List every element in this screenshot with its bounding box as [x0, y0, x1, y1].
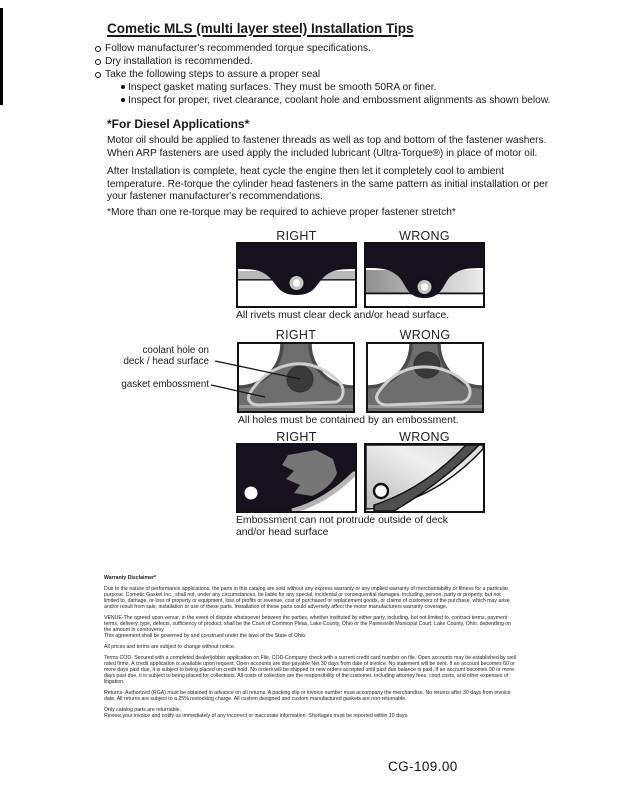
hollow-bullet-icon — [95, 59, 101, 65]
diagram-embossment-wrong — [366, 342, 484, 413]
tip-bullet-1 — [95, 43, 371, 55]
legal-heading: Warranty Disclaimer* — [104, 575, 156, 581]
row2-wrong-label: WRONG — [399, 328, 451, 342]
diagram-rivet-wrong — [364, 242, 485, 308]
tip-sub-bullet-2-text: Inspect for proper, rivet clearance, coolant hole and embossment alignments as shown below. — [128, 95, 551, 106]
page-title: Cometic MLS (multi layer steel) Installation Tips — [107, 21, 414, 36]
legal-paragraph: This agreement shall be governed by and construed under the laws of the State of Ohio. — [104, 633, 307, 639]
hollow-bullet-icon — [95, 72, 101, 78]
diagram-protrusion-wrong — [364, 443, 485, 513]
legal-paragraph: All prices and terms are subject to change without notice. — [104, 644, 236, 650]
tip-bullet-2-text: Dry installation is recommended. — [105, 56, 253, 67]
solid-bullet-icon — [121, 85, 125, 89]
callout-pointer-lines — [205, 340, 365, 410]
legal-paragraph: VENUE-The agreed upon venue, in the event of dispute whatsoever between the parties, whether instituted by either party, including, but not limited to, contract terms, payment terms, delivery, type, defects, sufficiency of product, shall be the Court of Common Pleas, Lake County, Ohio or the Painesville Municipal Court, Lake County, Ohio, depending on the amount in controversy. — [104, 615, 512, 633]
diesel-applications-heading: *For Diesel Applications* — [107, 117, 250, 131]
hollow-bullet-icon — [95, 46, 101, 52]
catalog-page-number: CG-109.00 — [388, 759, 458, 774]
tip-bullet-3 — [95, 69, 320, 81]
diesel-paragraph-2: After Installation is complete, heat cycle the engine then let it completely cool to ambient temperature. Re-torque the cylinder head fasteners in the same pattern as initial installation or per your fastener manufacturer's recommendations. — [107, 166, 549, 203]
coolant-hole-callout: coolant hole on deck / head surface — [123, 345, 209, 368]
tip-sub-bullet-2 — [121, 95, 550, 107]
legal-paragraph: Only catalog parts are returnable. — [104, 707, 181, 713]
row2-caption: All holes must be contained by an embossment. — [238, 415, 459, 426]
tip-bullet-1-text: Follow manufacturer's recommended torque specifications. — [105, 43, 371, 54]
gasket-embossment-callout: gasket embossment — [121, 379, 209, 390]
row1-right-label: RIGHT — [276, 229, 317, 243]
legal-paragraph: Due to the nature of performance applications, the parts in this catalog are sold without any express warranty or any implied warranty of merchantability or fitness for a particular purpose. Cometic Gasket Inc., shall not, under any circumstances, be liable for any special, incidental or consequential damages, including, person, party or property, but not limited to, damage, or loss of property or equipment, loss of profits or revenue, cost of purchased or replacement goods, or claims of customers of the purchase, which may arise and/or result from sale, installation or use of these parts. Installation of these parts could adversely affect the motor manufacturers warranty coverage. — [104, 586, 510, 610]
row2-right-label: RIGHT — [275, 328, 317, 342]
diesel-paragraph-1: Motor oil should be applied to fastener threads as well as top and bottom of the fastener washers. When ARP fasteners are used apply the included lubricant (Ultra-Torque®) in place of motor oil. — [107, 135, 547, 159]
tip-bullet-3-text: Take the following steps to assure a proper seal — [105, 69, 321, 80]
legal-section — [104, 575, 517, 719]
row3-wrong-label: WRONG — [399, 430, 450, 444]
row3-caption: Embossment can not protrude outside of deck and/or head surface — [236, 515, 448, 538]
tip-sub-bullet-1 — [121, 82, 436, 94]
tip-sub-bullet-1-text: Inspect gasket mating surfaces. They must be smooth 50RA or finer. — [128, 82, 437, 93]
retorque-note: *More than one re-torque may be required to achieve proper fastener stretch* — [107, 207, 456, 218]
page-edge-mark — [0, 8, 3, 105]
row1-wrong-label: WRONG — [399, 229, 450, 243]
legal-paragraph: Review your invoice and notify us immediately of any incorrect or inaccurate information. Shortages must be reported within 10 days. — [104, 713, 409, 719]
legal-paragraph: Returns- Authorized (RGA) must be obtained in advance on all returns. A packing slip or invoice number must accompany the merchandise. No returns after 30 days from invoice date. All returns are subject to a 25% restocking charge. All custom designed and custom manufactured gaskets are non-returnable. — [104, 690, 511, 702]
diagram-rivet-right — [236, 242, 357, 308]
tip-bullet-2 — [95, 56, 253, 68]
row1-caption: All rivets must clear deck and/or head surface. — [236, 310, 450, 321]
diagram-protrusion-right — [236, 443, 357, 513]
row3-right-label: RIGHT — [276, 430, 317, 444]
solid-bullet-icon — [121, 98, 125, 102]
legal-paragraph: Terms COD- Secured with a completed dealer/jobber application on File, COD-Company check with a current credit card number on file. Open accounts may be established by well rated firms. A credit application is available upon request. Open accounts are due payable Net 30 days from date of invoice. No statement will be sent. If an account becomes 60 or more days past due, it is subject to being placed on credit hold. No orders will be shipped or new orders accepted until past due balance is paid. If an account becomes 90 or more days past due, it is subject to being placed for collections. All costs of collection are the responsibility of the customer, including attorney fees, court costs, and other expenses of litigation. — [104, 655, 517, 685]
